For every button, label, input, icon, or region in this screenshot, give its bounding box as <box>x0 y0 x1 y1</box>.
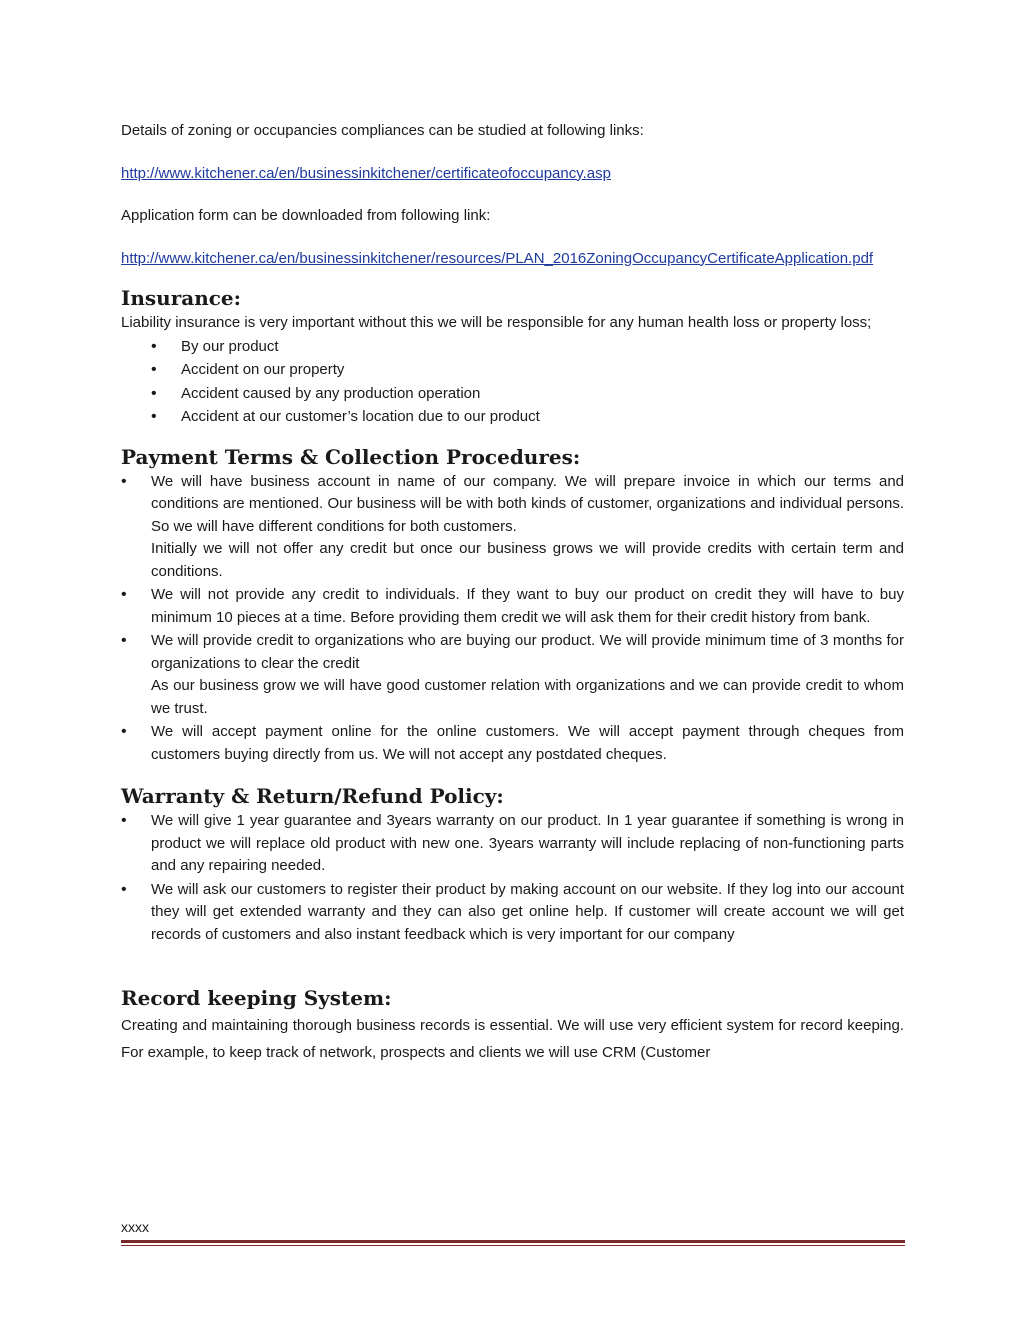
list-item: • Accident on our property <box>121 358 904 382</box>
list-item: • By our product <box>121 335 904 359</box>
document-page <box>121 120 904 1066</box>
insurance-text: Liability insurance is very important without this we will be responsible for any human health loss or property loss; <box>121 314 872 331</box>
list-item: • Accident at our customer’s location due to our product <box>121 405 904 429</box>
payment-section <box>121 443 904 767</box>
zoning-text: Details of zoning or occupancies compliances can be studied at following links: <box>121 122 644 139</box>
insurance-list <box>121 335 904 429</box>
list-item: • We will ask our customers to register their product by making account on our website. If they log into our account they will get extended warranty and they can also get online help. If customer will create account we will get records of customers and also instant feedback which is very important for our company <box>121 879 904 947</box>
record-heading: Record keeping System: <box>121 986 392 1010</box>
list-item: • Accident caused by any production operation <box>121 382 904 406</box>
list-item-text: We will have business account in name of our company. We will prepare invoice in which our terms and conditions are mentioned. Our business will be with both kinds of customer, organizations and individual persons. So we will have different conditions for both customers. <box>151 472 904 535</box>
list-item <box>121 584 904 629</box>
list-item-text: We will provide credit to organizations who are buying our product. We will provide minimum time of 3 months for organizations to clear the credit <box>151 632 904 672</box>
list-item-text: We will not provide any credit to individuals. If they want to buy our product on credit they will have to buy minimum 10 pieces at a time. Before providing them credit we will ask them for their credit history from bank. <box>151 586 904 626</box>
list-item: • We will give 1 year guarantee and 3years warranty on our product. In 1 year guarantee if something is wrong in product we will replace old product with new one. 3years warranty will include replacing of non-functioning parts and any repairing needed. <box>121 810 904 878</box>
footer-rule-thin <box>121 1245 905 1246</box>
record-text: Creating and maintaining thorough business records is essential. We will use very efficient system for record keeping. For example, to keep track of network, prospects and clients we will use CRM (Customer <box>121 1017 904 1061</box>
page-footer <box>121 1218 905 1246</box>
list-item <box>121 471 904 584</box>
list-item <box>121 721 904 766</box>
warranty-heading: Warranty & Return/Refund Policy: <box>121 784 504 808</box>
insurance-section <box>121 284 904 429</box>
application-form-link[interactable]: http://www.kitchener.ca/en/businessinkitchener/resources/PLAN_2016ZoningOccupancyCertificateApplication.pdf <box>121 249 874 267</box>
list-item <box>121 630 904 720</box>
warranty-section <box>121 782 904 946</box>
record-section <box>121 984 904 1066</box>
list-item-extra: Initially we will not offer any credit but once our business grows we will provide credits with certain term and conditions. <box>151 540 904 580</box>
insurance-heading: Insurance: <box>121 286 242 310</box>
footer-text: xxxx <box>121 1219 149 1235</box>
list-item-extra: As our business grow we will have good customer relation with organizations and we can provide credit to whom we trust. <box>151 677 904 717</box>
payment-heading: Payment Terms & Collection Procedures: <box>121 444 581 469</box>
warranty-list <box>121 810 904 946</box>
list-item-text: We will accept payment online for the online customers. We will accept payment through cheques from customers buying directly from us. We will not accept any postdated cheques. <box>151 723 904 763</box>
form-text: Application form can be downloaded from following link: <box>121 207 491 224</box>
payment-list <box>121 471 904 767</box>
occupancy-certificate-link[interactable]: http://www.kitchener.ca/en/businessinkitchener/certificateofoccupancy.asp <box>121 164 611 182</box>
